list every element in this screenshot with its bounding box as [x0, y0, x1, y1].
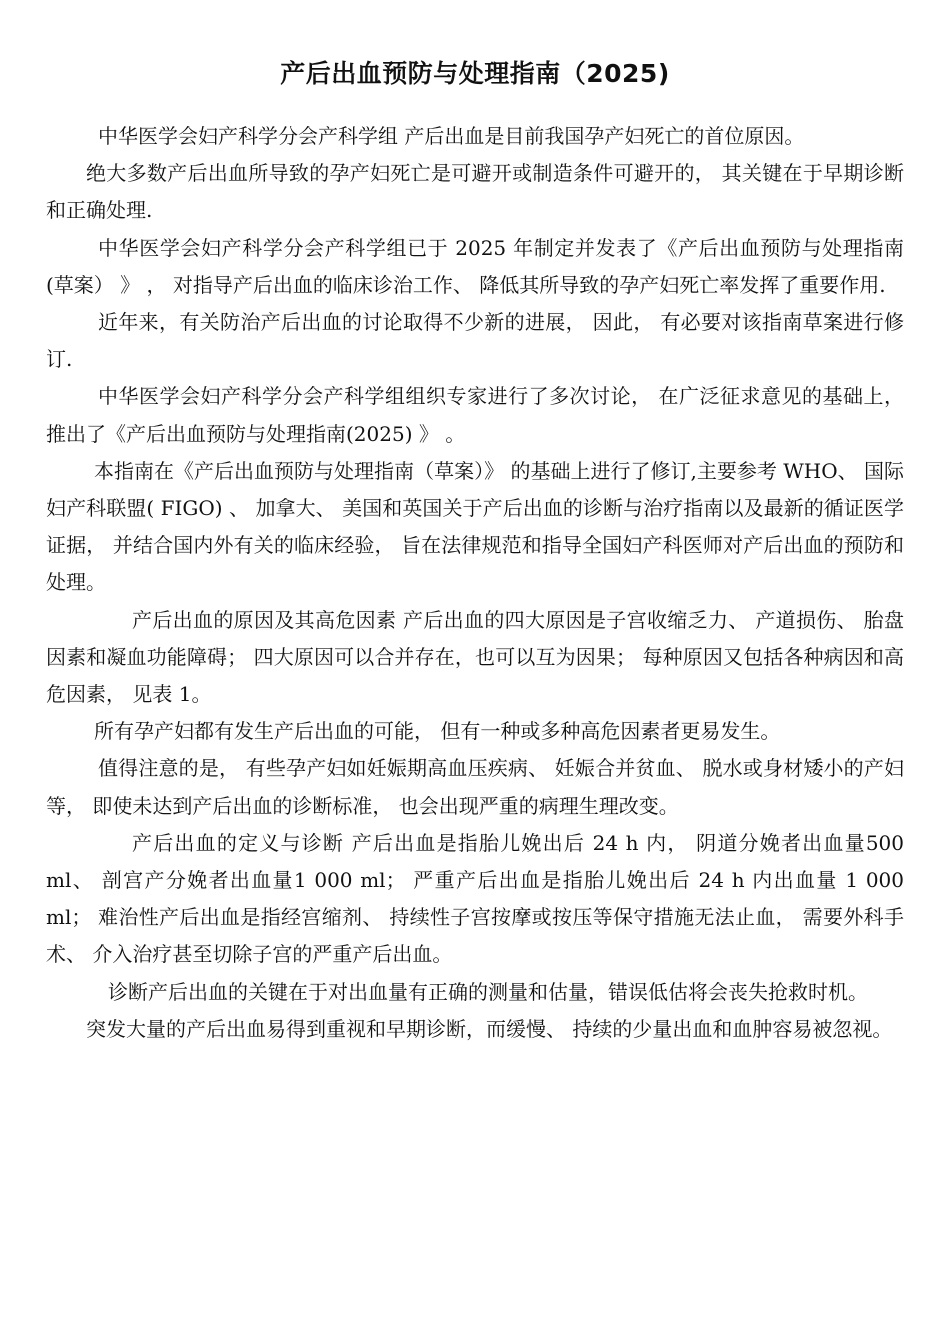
paragraph-12: 突发大量的产后出血易得到重视和早期诊断，而缓慢、 持续的少量出血和血肿容易被忽视。 [86, 1016, 893, 1041]
paragraph-7: 产后出血的原因及其高危因素 产后出血的四大原因是子宫收缩乏力、 产道损伤、 胎盘因素和凝血功能障碍； 四大原因可以合并存在，也可以互为因果； 每种原因又包括各种病因和高危因素， 见表 1。 [46, 607, 904, 707]
paragraph-5: 中华医学会妇产科学分会产科学组组织专家进行了多次讨论， 在广泛征求意见的基础上， 推出了《产后出血预防与处理指南(2025) 》 。 [46, 384, 904, 446]
paragraph-9: 值得注意的是， 有些孕产妇如妊娠期高血压疾病、 妊娠合并贫血、 脱水或身材矮小的产妇等， 即使未达到产后出血的诊断标准， 也会出现严重的病理生理改变。 [46, 756, 904, 818]
paragraph-3: 中华医学会妇产科学分会产科学组已于 2025 年制定并发表了《产后出血预防与处理指南(草案） 》 ， 对指导产后出血的临床诊治工作、 降低其所导致的孕产妇死亡率发挥了重要作用. [46, 235, 904, 297]
document-body [46, 118, 904, 1048]
paragraph-11: 诊断产后出血的关键在于对出血量有正确的测量和估量，错误低估将会丧失抢救时机。 [108, 979, 868, 1004]
paragraph-10: 产后出血的定义与诊断 产后出血是指胎儿娩出后 24 h 内， 阴道分娩者出血量500 ml、 剖宫产分娩者出血量1 000 ml； 严重产后出血是指胎儿娩出后 24 h 内出血量 1 000 ml； 难治性产后出血是指经宫缩剂、 持续性子宫按摩或按压等保守措施无法止血， 需要外科手术、 介入治疗甚至切除子宫的严重产后出血。 [46, 830, 904, 967]
paragraph-2: 绝大多数产后出血所导致的孕产妇死亡是可避开或制造条件可避开的， 其关键在于早期诊断和正确处理. [46, 161, 904, 223]
paragraph-1: 中华医学会妇产科学分会产科学组 产后出血是目前我国孕产妇死亡的首位原因。 [98, 124, 805, 148]
paragraph-4: 近年来，有关防治产后出血的讨论取得不少新的进展， 因此， 有必要对该指南草案进行修订. [46, 310, 904, 372]
document-title: 产后出血预防与处理指南（2025) [280, 59, 670, 88]
paragraph-6: 本指南在《产后出血预防与处理指南（草案）》 的基础上进行了修订,主要参考 WHO、 国际妇产科联盟( FIGO) 、 加拿大、 美国和英国关于产后出血的诊断与治疗指南以及最新的循证医学证据， 并结合国内外有关的临床经验， 旨在法律规范和指导全国妇产科医师对产后出血的预防和处理。 [46, 458, 904, 595]
paragraph-8: 所有孕产妇都有发生产后出血的可能， 但有一种或多种高危因素者更易发生。 [94, 719, 781, 744]
